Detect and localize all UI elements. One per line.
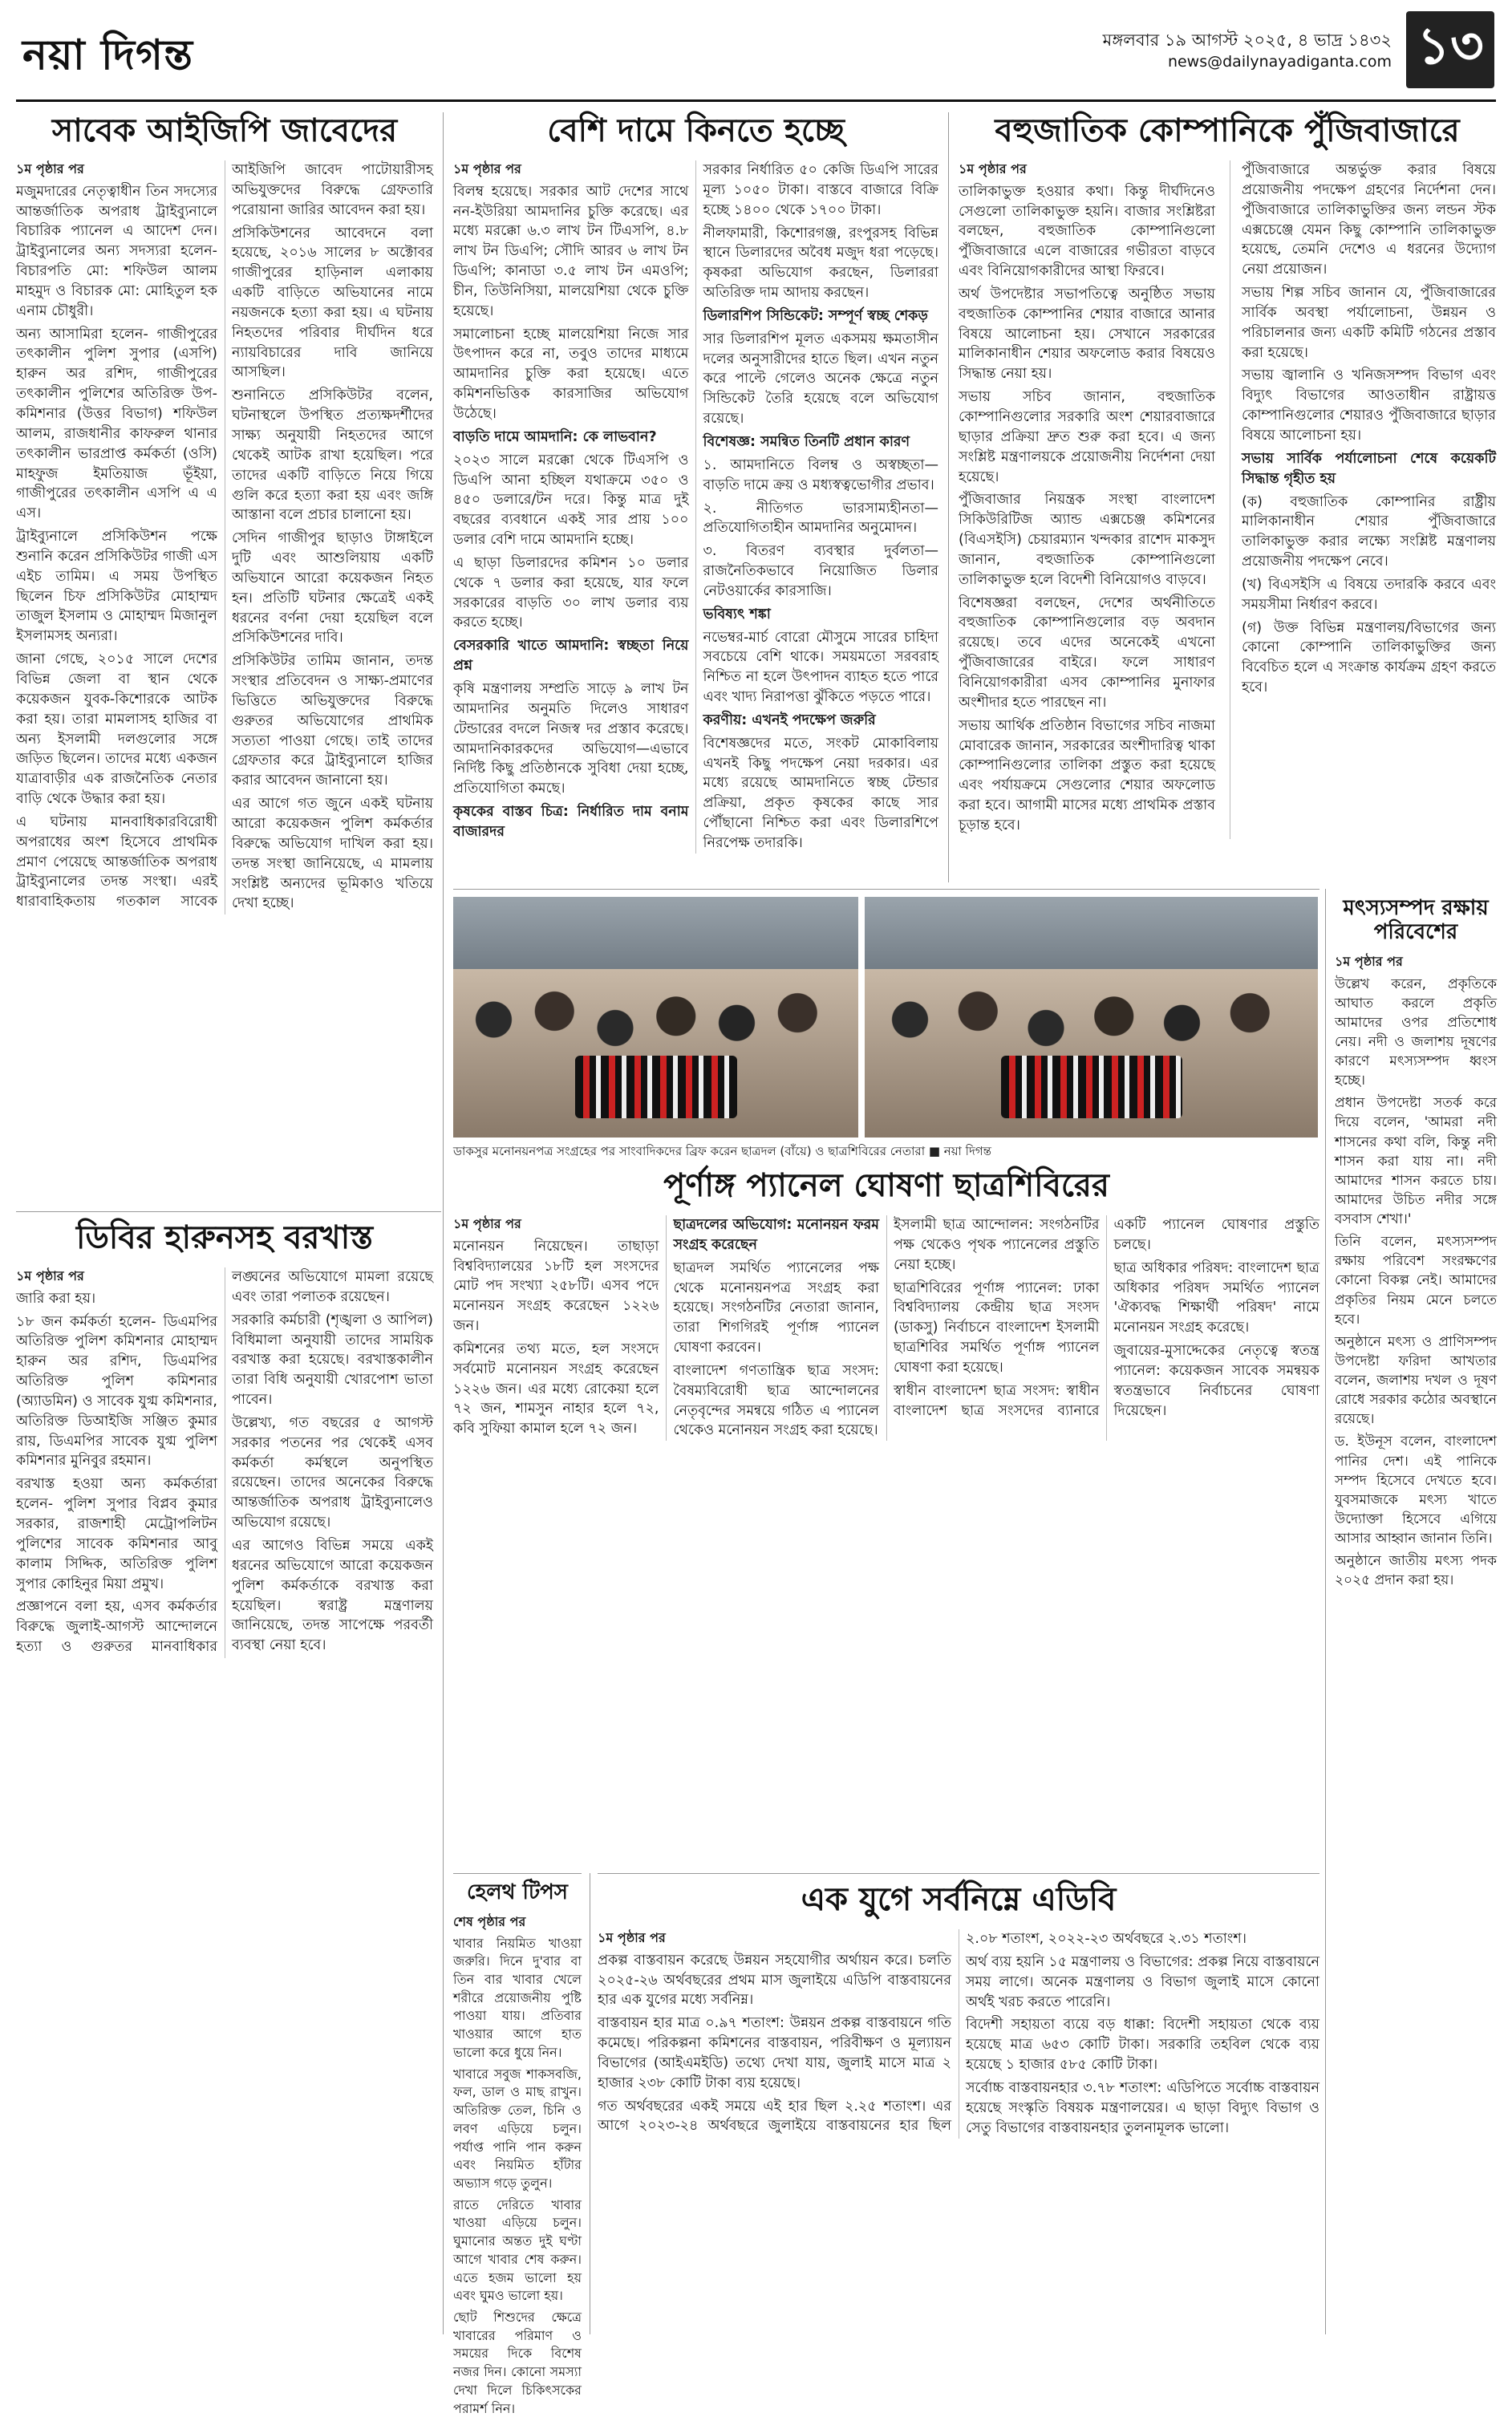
paragraph: (গ) উক্ত বিভিন্ন মন্ত্রণালয়/বিভাগের জন্য কোনো কোম্পানি তালিকাভুক্তির জন্য বিবেচিত হলে এ সংক্রান্ত কার্যক্রম গ্রহণ করতে হবে।	[1242, 619, 1496, 696]
paragraph: নীলফামারী, কিশোরগঞ্জ, রংপুরসহ বিভিন্ন স্থানে ডিলারদের অবৈধ মজুদ ধরা পড়েছে। কৃষকরা অভিযোগ করছেন, ডিলাররা অতিরিক্ত দাম আদায় করছেন।	[703, 225, 938, 302]
masthead-rule	[16, 99, 1496, 102]
paragraph: সরকার নির্ধারিত ৫০ কেজি ডিএপি সারের মূল্য ১০৫০ টাকা। বাস্তবে বাজারে বিক্রি হচ্ছে ১৪০০ থেকে ১৭০০ টাকা।	[703, 162, 938, 218]
article-body	[16, 1267, 433, 1658]
article-body	[453, 1215, 1319, 1441]
continuation-label: ১ম পৃষ্ঠার পর	[959, 161, 1027, 176]
continuation-label: ১ম পৃষ্ঠার পর	[453, 1216, 521, 1231]
subheading: বাড়তি দামে আমদানি: কে লাভবান?	[453, 428, 657, 445]
article-body	[453, 1913, 582, 2421]
article-headline: হেলথ টিপস	[467, 1880, 568, 1904]
paragraph: জারি করা হয়।	[16, 1290, 96, 1307]
paragraph: কমিশনের তথ্য মতে, হল সংসদে সর্বমোট মনোনয়ন সংগ্রহ করেছেন ১২২৬ জন। এর মধ্যে রোকেয়া হলে ৭২ জন, শামসুন নাহার হলে ৭২, কবি সুফিয়া কামাল হলে ৭২ জন।	[453, 1340, 659, 1438]
continuation-label: ১ম পৃষ্ঠার পর	[16, 161, 84, 176]
news-photo-right[interactable]	[865, 897, 1318, 1138]
paragraph: এ ছাড়া ডিলারদের কমিশন ১০ ডলার থেকে ৭ ডলার করা হয়েছে, যার ফলে সরকারের বাড়তি ৩০ লাখ ডলার ব্যয় করতে হচ্ছে।	[453, 554, 689, 631]
article-headline: এক যুগে সর্বনিম্নে এডিবি	[801, 1880, 1117, 1918]
paragraph: বিদেশী সহায়তা ব্যয়ে বড় ধাক্কা: বিদেশী সহায়তা থেকে ব্যয় হয়েছে মাত্র ৬৫৩ কোটি টাকা। সরকারি তহবিল থেকে ব্যয় হয়েছে ১ হাজার ৫৮৫ কোটি টাকা।	[966, 2017, 1319, 2074]
paragraph: খাবার নিয়মিত খাওয়া জরুরি। দিনে দু'বার বা তিন বার খাবার খেলে শরীরে প্রয়োজনীয় পুষ্টি পাওয়া যায়। প্রতিবার খাওয়ার আগে হাত ভালো করে ধুয়ে নিন।	[453, 1935, 582, 2060]
paragraph: শুনানিতে প্রসিকিউটর বলেন, ঘটনাস্থলে উপস্থিত প্রত্যক্ষদর্শীদের সাক্ষ্য অনুযায়ী নিহতদের আগে থেকেই আটক রাখা হয়েছিল। পরে তাদের একটি বাড়িতে নিয়ে গিয়ে গুলি করে হত্যা করা হয় এবং জঙ্গি আস্তানা বলে প্রচার চালানো হয়।	[232, 387, 433, 524]
paragraph: পুঁজিবাজারে অন্তর্ভুক্ত করার বিষয়ে প্রয়োজনীয় পদক্ষেপ গ্রহণের নির্দেশনা দেন। পুঁজিবাজারে তালিকাভুক্তির জন্য লন্ডন স্টক এক্সচেঞ্জে যেমন কিছু কোম্পানি তালিকাভুক্ত হয়েছে, তেমনি দেশেও এ ধরনের উদ্যোগ নেয়া প্রয়োজন।	[1242, 162, 1496, 278]
page-number-badge: ১৩	[1406, 11, 1494, 88]
continuation-label: ১ম পৃষ্ঠার পর	[453, 161, 521, 176]
article-body	[453, 160, 938, 854]
article-shibir-panel	[453, 1167, 1319, 1865]
article-headline: ডিবির হারুনসহ বরখাস্ত	[76, 1219, 373, 1256]
article-headline: সাবেক আইজিপি জাবেদের	[51, 112, 398, 149]
article-health-tips	[453, 1880, 582, 2416]
paragraph: রাতে দেরিতে খাবার খাওয়া এড়িয়ে চলুন। ঘুমানোর অন্তত দুই ঘণ্টা আগে খাবার শেষ করুন। এতে হজম ভালো হয় এবং ঘুমও ভালো হয়।	[453, 2196, 582, 2304]
paragraph: সভায় শিল্প সচিব জানান যে, পুঁজিবাজারের সার্বিক অবস্থা পর্যালোচনা, উন্নয়ন ও পরিচালনার জন্য একটি কমিটি গঠনের প্রস্তাব করা হয়েছে।	[1242, 285, 1496, 361]
column-divider	[443, 112, 444, 2334]
paragraph: সভায় সচিব জানান, বহুজাতিক কোম্পানিগুলোর সরকারি অংশ শেয়ারবাজারে ছাড়ার প্রক্রিয়া দ্রুত শুরু করা হবে। এ জন্য সংশ্লিষ্ট মন্ত্রণালয়কে প্রয়োজনীয় নির্দেশনা দেয়া হয়েছে।	[959, 389, 1215, 485]
subheading: কৃষকের বাস্তব চিত্র: নির্ধারিত দাম বনাম বাজারদর	[453, 804, 689, 840]
section-divider	[453, 889, 1319, 890]
paragraph: (খ) বিএসইসি এ বিষয়ে তদারকি করবে এবং সময়সীমা নির্ধারণ করবে।	[1242, 576, 1496, 613]
paragraph: তিনি বলেন, মৎস্যসম্পদ রক্ষায় পরিবেশ সংরক্ষণের কোনো বিকল্প নেই। আমাদের প্রকৃতির নিয়ম মেনে চলতে হবে।	[1335, 1234, 1497, 1328]
photo-caption: ডাকসুর মনোনয়নপত্র সংগ্রহের পর সাংবাদিকদের ব্রিফ করেন ছাত্রদল (বাঁয়ে) ও ছাত্রশিবিরের নেতারা ■ নয়া দিগন্ত	[453, 1144, 992, 1158]
paragraph: ১৮ জন কর্মকর্তা হলেন- ডিএমপির অতিরিক্ত পুলিশ কমিশনার মোহাম্মদ হারুন অর রশিদ, ডিএমপির অতিরিক্ত পুলিশ কমিশনার (অ্যাডমিন) ও সাবেক যুগ্ম কমিশনার, অতিরিক্ত ডিআইজি সঞ্জিত কুমার রায়, ডিএমপির সাবেক যুগ্ম পুলিশ কমিশনার মুনিবুর রহমান।	[16, 1313, 217, 1470]
paragraph: সার ডিলারশিপ মূলত একসময় ক্ষমতাসীন দলের অনুসারীদের হাতে ছিল। এখন নতুন করে পাল্টে গেলেও অনেক ক্ষেত্রে নতুন সিন্ডিকেট তৈরি হয়েছে বলে অভিযোগ রয়েছে।	[703, 331, 938, 428]
article-adp	[598, 1881, 1319, 2334]
paragraph: স্বাধীন বাংলাদেশ ছাত্র সংসদ: স্বাধীন বাংলাদেশ ছাত্র সংসদের ব্যানারে একটি প্যানেল ঘোষণার প্রস্তুতি চলছে।	[894, 1217, 1319, 1419]
paragraph: নভেম্বর-মার্চ বোরো মৌসুমে সারের চাহিদা সবচেয়ে বেশি থাকে। সময়মতো সরবরাহ নিশ্চিত না হলে উৎপাদন ব্যাহত হতে পারে এবং খাদ্য নিরাপত্তা ঝুঁকিতে পড়তে পারে।	[703, 629, 938, 706]
paragraph: ১. আমদানিতে বিলম্ব ও অস্বচ্ছতা—বাড়তি দামে ক্রয় ও মধ্যস্বত্বভোগীর প্রভাব।	[703, 456, 938, 493]
article-fisheries	[1335, 897, 1497, 2333]
paragraph: প্রধান উপদেষ্টা সতর্ক করে দিয়ে বলেন, 'আমরা নদী শাসনের কথা বলি, কিন্তু নদী শাসন করা যায় না। নদী আমাদের শাসন করতে চায়। আমাদের উচিত নদীর সঙ্গে বসবাস শেখা।'	[1335, 1095, 1497, 1227]
paragraph: কৃষি মন্ত্রণালয় সম্প্রতি সাড়ে ৯ লাখ টন আমদানির অনুমতি দিলেও সাধারণ টেন্ডারের বদলে নিজস্ব দর প্রস্তাব করেছে। আমদানিকারকদের অভিযোগ—এভাবে নির্দিষ্ট কিছু প্রতিষ্ঠানকে সুবিধা দেয়া হচ্ছে, প্রতিযোগিতা কমছে।	[453, 680, 689, 797]
paragraph: এর আগেও বিভিন্ন সময়ে একই ধরনের অভিযোগে আরো কয়েকজন পুলিশ কর্মকর্তাকে বরখাস্ত করা হয়েছিল। স্বরাষ্ট্র মন্ত্রণালয় জানিয়েছে, তদন্ত সাপেক্ষে পরবর্তী ব্যবস্থা নেয়া হবে।	[232, 1537, 433, 1654]
microphones-illustration	[1001, 1056, 1182, 1118]
paragraph: ২০২৩ সালে মরক্কো থেকে টিএসপি ও ডিএপি আনা হচ্ছিল যথাক্রমে ৩৫০ ও ৪৫০ ডলারে/টন দরে। কিন্তু মাত্র দুই বছরের ব্যবধানে একই সার প্রায় ১০০ ডলার বেশি দামে আমদানি হচ্ছে।	[453, 452, 689, 549]
subheading: ছাত্রদলের অভিযোগ: মনোনয়ন ফরম সংগ্রহ করেছেন	[673, 1217, 879, 1253]
paragraph: সরকারি কর্মচারী (শৃঙ্খলা ও আপিল) বিধিমালা অনুযায়ী তাদের সাময়িক বরখাস্ত করা হয়েছে। বরখাস্তকালীন তারা বিধি অনুযায়ী খোরপোশ ভাতা পাবেন।	[232, 1312, 433, 1409]
paragraph: সেদিন গাজীপুর ছাড়াও টাঙ্গাইলে দুটি এবং আশুলিয়ায় একটি অভিযানে আরো কয়েকজন নিহত হন। প্রতিটি ঘটনার ক্ষেত্রেই একই ধরনের বর্ণনা দেয়া হয়েছিল বলে প্রসিকিউশনের দাবি।	[232, 530, 433, 647]
article-headline: বহুজাতিক কোম্পানিকে পুঁজিবাজারে	[995, 112, 1460, 149]
paragraph: বাংলাদেশ গণতান্ত্রিক ছাত্র সংসদ: বৈষম্যবিরোধী ছাত্র আন্দোলনের নেতৃবৃন্দের সমন্বয়ে গঠিত এ প্যানেল থেকেও মনোনয়ন সংগ্রহ করা হয়েছে।	[673, 1362, 879, 1439]
paragraph: এ ঘটনায় মানবাধিকারবিরোধী অপরাধের অংশ হিসেবে প্রাথমিক প্রমাণ পেয়েছে আন্তর্জাতিক অপরাধ ট্রাইব্যুনালের তদন্ত সংস্থা। এরই ধারাবাহিকতায় গতকাল সাবেক আইজিপি জাবেদ পাটোয়ারীসহ অভিযুক্তদের বিরুদ্ধে গ্রেফতারি পরোয়ানা জারির আবেদন করা হয়।	[16, 162, 433, 910]
paragraph: প্রজ্ঞাপনে বলা হয়, এসব কর্মকর্তার বিরুদ্ধে জুলাই-আগস্ট আন্দোলনে হত্যা ও গুরুতর মানবাধিকার লঙ্ঘনের অভিযোগে মামলা রয়েছে এবং তারা পলাতক রয়েছেন।	[16, 1269, 433, 1656]
paragraph: সর্বোচ্চ বাস্তবায়নহার ৩.৭৮ শতাংশ: এডিপিতে সর্বোচ্চ বাস্তবায়ন হয়েছে সংস্কৃতি বিষয়ক মন্ত্রণালয়ের। এ ছাড়া বিদ্যুৎ বিভাগ ও সেতু বিভাগের বাস্তবায়নহার তুলনামূলক ভালো।	[966, 2079, 1319, 2136]
paragraph: অনুষ্ঠানে মৎস্য ও প্রাণিসম্পদ উপদেষ্টা ফরিদা আখতার বলেন, জলাশয় দখল ও দূষণ রোধে সরকার কঠোর অবস্থানে রয়েছে।	[1335, 1333, 1497, 1428]
microphones-illustration	[575, 1056, 737, 1118]
news-photo-left[interactable]	[453, 897, 858, 1138]
subheading: সভায় সার্বিক পর্যালোচনা শেষে কয়েকটি সিদ্ধান্ত গৃহীত হয়	[1242, 450, 1496, 487]
contact-email[interactable]: news@dailynayadiganta.com	[1167, 53, 1392, 71]
subheading: বেসরকারি খাতে আমদানি: স্বচ্ছতা নিয়ে প্রশ্ন	[453, 638, 689, 675]
article-headline: বেশি দামে কিনতে হচ্ছে	[547, 112, 845, 149]
section-divider	[598, 1873, 1319, 1874]
paragraph: মজুমদারের নেতৃত্বাধীন তিন সদস্যের আন্তর্জাতিক অপরাধ ট্রাইব্যুনালে বিচারিক প্যানেল এ আদেশ দেন। ট্রাইব্যুনালের অন্য সদস্যরা হলেন- বিচারপতি মো: শফিউল আলম মাহমুদ ও বিচারক মো: মোহিতুল হক এনাম চৌধুরী।	[16, 183, 217, 319]
paragraph: ছাত্রদল সমর্থিত প্যানেলের পক্ষ থেকে মনোনয়নপত্র সংগ্রহ করা হয়েছে। সংগঠনটির নেতারা জানান, তারা শিগগিরই পূর্ণাঙ্গ প্যানেল ঘোষণা করবেন।	[673, 1259, 879, 1356]
paragraph: এর আগে গত জুনে একই ঘটনায় আরো কয়েকজন পুলিশ কর্মকর্তার বিরুদ্ধে অভিযোগ দাখিল করা হয়। তদন্ত সংস্থা জানিয়েছে, এ মামলায় সংশ্লিষ্ট অন্যদের ভূমিকাও খতিয়ে দেখা হচ্ছে।	[232, 796, 433, 912]
paragraph: ছোট শিশুদের ক্ষেত্রে খাবারের পরিমাণ ও সময়ের দিকে বিশেষ নজর দিন। কোনো সমস্যা দেখা দিলে চিকিৎসকের পরামর্শ নিন।	[453, 2309, 582, 2416]
article-fertilizer	[453, 112, 938, 882]
paragraph: জুবায়ের-মুসাদ্দেকের নেতৃত্বে স্বতন্ত্র প্যানেল: কয়েকজন সাবেক সমন্বয়ক স্বতন্ত্রভাবে নির্বাচনের ঘোষণা দিয়েছেন।	[1113, 1343, 1319, 1419]
paragraph: বাস্তবায়ন হার মাত্র ০.৯৭ শতাংশ: উন্নয়ন প্রকল্প বাস্তবায়নে গতি কমেছে। পরিকল্পনা কমিশনের বাস্তবায়ন, পরিবীক্ষণ ও মূল্যায়ন বিভাগের (আইএমইডি) তথ্যে দেখা যায়, জুলাই মাসে মাত্র ২ হাজার ২৩৮ কোটি টাকা ব্যয় হয়েছে।	[598, 2015, 951, 2091]
paragraph: বরখাস্ত হওয়া অন্য কর্মকর্তারা হলেন- পুলিশ সুপার বিপ্লব কুমার সরকার, রাজশাহী মেট্রোপলিটন পুলিশের সাবেক কমিশনার আবু কালাম সিদ্দিক, অতিরিক্ত পুলিশ সুপার কোহিনুর মিয়া প্রমুখ।	[16, 1476, 217, 1592]
subheading: করণীয়: এখনই পদক্ষেপ জরুরি	[703, 712, 876, 728]
paragraph: পুঁজিবাজার নিয়ন্ত্রক সংস্থা বাংলাদেশ সিকিউরিটিজ অ্যান্ড এক্সচেঞ্জ কমিশনের (বিএসইসি) চেয়ারম্যান খন্দকার রাশেদ মাকসুদ জানান, বহুজাতিক কোম্পানিগুলো তালিকাভুক্ত হলে বিদেশী বিনিয়োগও বাড়বে।	[959, 492, 1215, 588]
column-divider	[1325, 889, 1326, 2334]
paragraph: অনুষ্ঠানে জাতীয় মৎস্য পদক ২০২৫ প্রদান করা হয়।	[1335, 1553, 1497, 1589]
paragraph: বিশেষজ্ঞরা বলছেন, দেশের অর্থনীতিতে বহুজাতিক কোম্পানিগুলোর বড় অবদান রয়েছে। তবে এদের অনেকেই এখনো পুঁজিবাজারের বাইরে। ফলে সাধারণ বিনিয়োগকারীরা এসব কোম্পানির মুনাফার অংশীদার হতে পারছেন না।	[959, 594, 1215, 711]
article-body-continued	[1230, 160, 1496, 839]
paragraph: জানা গেছে, ২০১৫ সালে দেশের বিভিন্ন জেলা বা স্থান থেকে কয়েকজন যুবক-কিশোরকে আটক করা হয়। তারা মামলাসহ হাজির বা অন্য ইসলামী দলগুলোর সঙ্গে জড়িত ছিলেন। তাদের মধ্যে একজন যাত্রাবাড়ীর এক রাজনৈতিক নেতার বাড়ি থেকে উদ্ধার করা হয়।	[16, 651, 217, 808]
paragraph: অন্য আসামিরা হলেন- গাজীপুরের তৎকালীন পুলিশ সুপার (এসপি) হারুন অর রশিদ, গাজীপুরের তৎকালীন পুলিশের অতিরিক্ত উপ-কমিশনার (উত্তর বিভাগ) শফিউল আলম, রাজধানীর কাফরুল থানার তৎকালীন ভারপ্রাপ্ত কর্মকর্তা (ওসি) মাহফুজ ইমতিয়াজ ভূঁইয়া, গাজীপুরের তৎকালীন এসপি এ এ এস।	[16, 326, 217, 522]
paragraph: ছাত্রশিবিরের পূর্ণাঙ্গ প্যানেল: ঢাকা বিশ্ববিদ্যালয় কেন্দ্রীয় ছাত্র সংসদ (ডাকসু) নির্বাচনে বাংলাদেশ ইসলামী ছাত্রশিবির সমর্থিত পূর্ণাঙ্গ প্যানেল ঘোষণা করা হয়েছে।	[894, 1279, 1100, 1376]
section-divider	[16, 1211, 441, 1212]
paragraph: প্রসিকিউশনের আবেদনে বলা হয়েছে, ২০১৬ সালের ৮ অক্টোবর গাজীপুরের হাড়িনাল এলাকায় একটি বাড়িতে অভিযানের নামে নয়জনকে হত্যা করা হয়। এ ঘটনায় নিহতদের পরিবার দীর্ঘদিন ধরে ন্যায়বিচারের দাবি জানিয়ে আসছিল।	[232, 225, 433, 381]
article-headline: মৎস্যসম্পদ রক্ষায় পরিবেশের	[1343, 896, 1489, 944]
paragraph: ড. ইউনূস বলেন, বাংলাদেশ পানির দেশ। এই পানিকে সম্পদ হিসেবে দেখতে হবে। যুবসমাজকে মৎস্য খাতে উদ্যোক্তা হিসেবে এগিয়ে আসার আহ্বান জানান তিনি।	[1335, 1434, 1497, 1547]
continuation-label: ১ম পৃষ্ঠার পর	[598, 1930, 666, 1945]
article-body	[598, 1929, 1319, 2139]
article-multinational	[959, 112, 1496, 882]
subheading: ডিলারশিপ সিন্ডিকেট: সম্পূর্ণ স্বচ্ছ শেকড়	[703, 307, 928, 324]
paragraph: ট্রাইব্যুনালে প্রসিকিউশন পক্ষে শুনানি করেন প্রসিকিউটর গাজী এস এইচ তামিম। এ সময় উপস্থিত ছিলেন চিফ প্রসিকিউটর মোহাম্মদ তাজুল ইসলাম ও মোহাম্মদ মিজানুল ইসলামসহ অন্যরা।	[16, 529, 217, 645]
article-db-harun	[16, 1219, 433, 2334]
photo-credit: নয়া দিগন্ত	[943, 1144, 992, 1158]
paragraph: বিশেষজ্ঞদের মতে, সংকট মোকাবিলায় এখনই কিছু পদক্ষেপ নেয়া দরকার। এর মধ্যে রয়েছে আমদানিতে স্বচ্ছ টেন্ডার প্রক্রিয়া, প্রকৃত কৃষকের কাছে সার পৌঁছানো নিশ্চিত করা এবং ডিলারশিপে নিরপেক্ষ তদারকি।	[703, 735, 938, 851]
continuation-label: ১ম পৃষ্ঠার পর	[16, 1268, 84, 1283]
paragraph: মনোনয়ন নিয়েছেন। তাছাড়া বিশ্ববিদ্যালয়ের ১৮টি হল সংসদের মোট পদ সংখ্যা ২৫৮টি। এসব পদে মনোনয়ন সংগ্রহ করেছেন ১২২৬ জন।	[453, 1238, 659, 1335]
column-divider	[948, 112, 949, 882]
paragraph: ইসলামী ছাত্র আন্দোলন: সংগঠনটির পক্ষ থেকেও পৃথক প্যানেলের প্রস্তুতি নেয়া হচ্ছে।	[894, 1217, 1100, 1273]
newspaper-logo[interactable]: নয়া দিগন্ত	[22, 30, 193, 79]
subheading: ভবিষ্যৎ শঙ্কা	[703, 606, 771, 622]
continuation-label: ১ম পৃষ্ঠার পর	[1335, 953, 1403, 969]
paragraph: বিলম্ব হয়েছে। সরকার আট দেশের সাথে নন-ইউরিয়া আমদানির চুক্তি করেছে। এর মধ্যে মরক্কো ৬.৩ লাখ টন টিএসপি, ৪.৮ লাখ টন ডিএপি; সৌদি আরব ৬ লাখ টন ডিএপি; কানাডা ৩.৫ লাখ টন এমওপি; চীন, তিউনিসিয়া, মালয়েশিয়া থেকে চুক্তি হয়েছে।	[453, 183, 689, 319]
section-divider	[453, 1873, 582, 1874]
paragraph: প্রকল্প বাস্তবায়ন করেছে উন্নয়ন সহযোগীর অর্থায়ন করে। চলতি ২০২৫-২৬ অর্থবছরের প্রথম মাস জুলাইয়ে এডিপি বাস্তবায়নের হার এক যুগের মধ্যে সর্বনিম্ন।	[598, 1952, 951, 2009]
paragraph: তালিকাভুক্ত হওয়ার কথা। কিন্তু দীর্ঘদিনেও সেগুলো তালিকাভুক্ত হয়নি। বাজার সংশ্লিষ্টরা বলছেন, বহুজাতিক কোম্পানিগুলো পুঁজিবাজারে এলে বাজারের গভীরতা বাড়বে এবং বিনিয়োগকারীদের আস্থা ফিরবে।	[959, 183, 1215, 280]
paragraph: ৩. বিতরণ ব্যবস্থার দুর্বলতা—রাজনৈতিকভাবে নিয়োজিত ডিলার নেটওয়ার্কের কারসাজি।	[703, 543, 938, 599]
article-igp	[16, 112, 433, 1203]
paragraph: খাবারে সবুজ শাকসবজি, ফল, ডাল ও মাছ রাখুন। অতিরিক্ত তেল, চিনি ও লবণ এড়িয়ে চলুন। পর্যাপ্ত পানি পান করুন এবং নিয়মিত হাঁটার অভ্যাস গড়ে তুলুন।	[453, 2066, 582, 2191]
paragraph: অর্থ উপদেষ্টার সভাপতিত্বে অনুষ্ঠিত সভায় বহুজাতিক কোম্পানির শেয়ার বাজারে আনার বিষয়ে আলোচনা হয়। সেখানে সরকারের মালিকানাধীন শেয়ার অফলোড করার বিষয়েও সিদ্ধান্ত নেয়া হয়।	[959, 286, 1215, 383]
subheading: বিশেষজ্ঞ: সমন্বিত তিনটি প্রধান কারণ	[703, 433, 910, 450]
paragraph: ছাত্র অধিকার পরিষদ: বাংলাদেশ ছাত্র অধিকার পরিষদ সমর্থিত প্যানেল 'ঐক্যবদ্ধ শিক্ষার্থী পরিষদ' নামে মনোনয়ন সংগ্রহ করেছে।	[1113, 1259, 1319, 1336]
masthead	[0, 0, 1512, 103]
paragraph: উল্লেখ্য, গত বছরের ৫ আগস্ট সরকার পতনের পর থেকেই এসব কর্মকর্তা কর্মস্থলে অনুপস্থিত রয়েছেন। তাদের অনেকের বিরুদ্ধে আন্তর্জাতিক অপরাধ ট্রাইব্যুনালেও অভিযোগ রয়েছে।	[232, 1414, 433, 1531]
continuation-label: শেষ পৃষ্ঠার পর	[453, 1913, 526, 1929]
paragraph: উল্লেখ করেন, প্রকৃতিকে আঘাত করলে প্রকৃতি আমাদের ওপর প্রতিশোধ নেয়। নদী ও জলাশয় দূষণের কারণে মৎস্যসম্পদ ধ্বংস হচ্ছে।	[1335, 975, 1497, 1089]
paragraph: সভায় আর্থিক প্রতিষ্ঠান বিভাগের সচিব নাজমা মোবারেক জানান, সরকারের অংশীদারিত্ব থাকা কোম্পানিগুলোর তালিকা প্রস্তুত করা হয়েছে এবং পর্যায়ক্রমে সেগুলোর শেয়ার অফলোড করা হবে। আগামী মাসের মধ্যে প্রাথমিক প্রস্তাব চূড়ান্ত হবে।	[959, 717, 1215, 833]
paragraph: অর্থ ব্যয় হয়নি ১৫ মন্ত্রণালয় ও বিভাগের: প্রকল্প নিয়ে বাস্তবায়নে সময় লাগে। অনেক মন্ত্রণালয় ও বিভাগ জুলাই মাসে কোনো অর্থই খরচ করতে পারেনি।	[966, 1953, 1319, 2010]
article-body	[959, 160, 1215, 839]
paragraph: গত অর্থবছরের একই সময়ে এই হার ছিল ২.২৫ শতাংশ। এর আগে ২০২৩-২৪ অর্থবছরে জুলাইয়ে বাস্তবায়নের হার ছিল ২.০৮ শতাংশ, ২০২২-২৩ অর্থবছরে ২.৩১ শতাংশ।	[598, 1931, 1246, 2135]
issue-date: মঙ্গলবার ১৯ আগস্ট ২০২৫, ৪ ভাদ্র ১৪৩২	[1102, 30, 1392, 50]
paragraph: (ক) বহুজাতিক কোম্পানির রাষ্ট্রীয় মালিকানাধীন শেয়ার পুঁজিবাজারে তালিকাভুক্ত করার লক্ষ্যে সংশ্লিষ্ট মন্ত্রণালয় প্রয়োজনীয় পদক্ষেপ নেবে।	[1242, 493, 1496, 570]
article-body	[16, 160, 433, 914]
paragraph: প্রসিকিউটর তামিম জানান, তদন্ত সংস্থার প্রতিবেদন ও সাক্ষ্য-প্রমাণের ভিত্তিতে অভিযুক্তদের বিরুদ্ধে গুরুতর অভিযোগের প্রাথমিক সত্যতা পাওয়া গেছে। তাই তাদের গ্রেফতার করে ট্রাইব্যুনালে হাজির করার আবেদন জানানো হয়।	[232, 653, 433, 789]
paragraph: ২. নীতিগত ভারসাম্যহীনতা—প্রতিযোগিতাহীন আমদানির অনুমোদন।	[703, 500, 938, 537]
article-body	[1335, 953, 1497, 1594]
paragraph: সমালোচনা হচ্ছে মালয়েশিয়া নিজে সার উৎপাদন করে না, তবুও তাদের মাধ্যমে আমদানির চুক্তি করা হয়েছে। এতে কমিশনভিত্তিক কারসাজির অভিযোগ উঠেছে।	[453, 326, 689, 422]
paragraph: সভায় জ্বালানি ও খনিজসম্পদ বিভাগ এবং বিদ্যুৎ বিভাগের আওতাধীন রাষ্ট্রায়ত্ত কোম্পানিগুলোর শেয়ারও পুঁজিবাজারে ছাড়ার বিষয়ে আলোচনা হয়।	[1242, 367, 1496, 444]
article-headline: পূর্ণাঙ্গ প্যানেল ঘোষণা ছাত্রশিবিরের	[663, 1166, 1109, 1204]
